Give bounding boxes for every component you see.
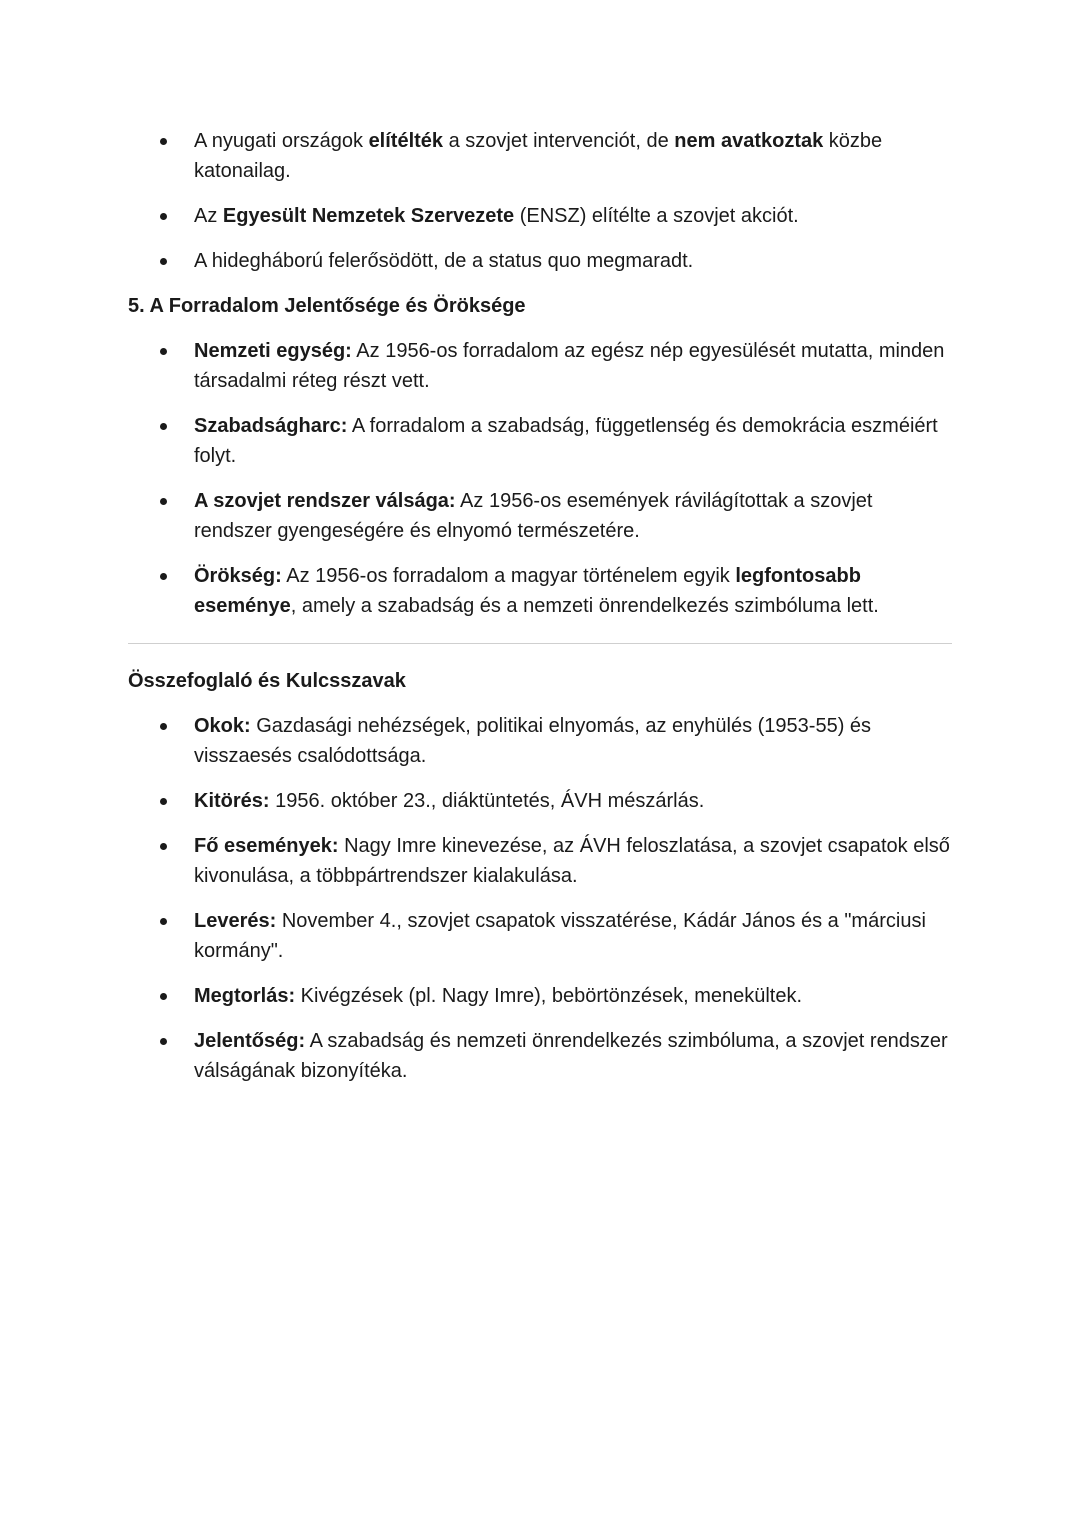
bold-text: legfontosabb eseménye [194, 565, 861, 617]
section-heading: Összefoglaló és Kulcsszavak [128, 670, 406, 692]
list-item [128, 561, 952, 621]
divider [128, 643, 952, 644]
text: Gazdasági nehézségek, politikai elnyomás, az enyhülés (1953-55) és visszaesés csalódottsága. [194, 715, 872, 767]
text: A nyugati országok [194, 130, 369, 152]
text: , amely a szabadság és a nemzeti önrendelkezés szimbóluma lett. [290, 595, 879, 617]
document-page [128, 126, 952, 1101]
bold-text: Örökség: [194, 565, 282, 587]
section5-bullet-list [128, 336, 952, 621]
text: Az [194, 205, 223, 227]
bullet-icon [160, 843, 167, 850]
bullet-icon [160, 723, 167, 730]
text: November 4., szovjet csapatok visszatérése, Kádár János és a "márciusi kormány". [194, 910, 926, 962]
bold-text: nem avatkoztak [674, 130, 824, 152]
bullet-icon [160, 258, 167, 265]
bullet-icon [160, 1038, 167, 1045]
bullet-icon [160, 798, 167, 805]
text: A forradalom a szabadság, függetlenség és demokrácia eszméiért folyt. [194, 415, 938, 467]
list-item [128, 201, 952, 231]
bold-text: Egyesült Nemzetek Szervezete [222, 205, 515, 227]
bold-text: elítélték [368, 130, 444, 152]
list-item [128, 906, 952, 966]
text: a szovjet intervenciót, de [443, 130, 675, 152]
bullet-icon [160, 498, 167, 505]
bold-text: Kitörés: [194, 790, 270, 812]
text: A hidegháború felerősödött, de a status quo megmaradt. [194, 250, 694, 272]
bold-text: Okok: [194, 715, 251, 737]
bold-text: Nemzeti egység: [194, 340, 352, 362]
bullet-icon [160, 213, 167, 220]
list-item [128, 411, 952, 471]
text: Nagy Imre kinevezése, az ÁVH feloszlatása, a szovjet csapatok első kivonulása, a többpártrendszer kialakulása. [194, 835, 950, 887]
bold-text: A szovjet rendszer válsága: [194, 490, 456, 512]
list-item [128, 786, 952, 816]
list-item [128, 711, 952, 771]
list-item [128, 126, 952, 186]
text: (ENSZ) elítélte a szovjet akciót. [514, 205, 799, 227]
text: közbe katonailag. [194, 130, 883, 182]
bullet-icon [160, 918, 167, 925]
text: 1956. október 23., diáktüntetés, ÁVH mészárlás. [269, 790, 705, 812]
bullet-icon [160, 348, 167, 355]
text: Az 1956-os események rávilágítottak a szovjet rendszer gyengeségére és elnyomó természetére. [194, 490, 873, 542]
list-item [128, 246, 952, 276]
bullet-icon [160, 423, 167, 430]
list-item [128, 336, 952, 396]
top-bullet-list [128, 126, 952, 276]
list-item [128, 1026, 952, 1086]
list-item [128, 831, 952, 891]
bullet-icon [160, 993, 167, 1000]
bullet-icon [160, 573, 167, 580]
bold-text: Megtorlás: [194, 985, 296, 1007]
text: Kivégzések (pl. Nagy Imre), bebörtönzések, menekültek. [295, 985, 803, 1007]
bullet-icon [160, 138, 167, 145]
text: Az 1956-os forradalom a magyar történelem egyik [281, 565, 736, 587]
text: Az 1956-os forradalom az egész nép egyesülését mutatta, minden társadalmi réteg részt vett. [194, 340, 945, 392]
bold-text: Fő események: [194, 835, 339, 857]
list-item [128, 981, 952, 1011]
text: A szabadság és nemzeti önrendelkezés szimbóluma, a szovjet rendszer válságának bizonyítéka. [194, 1030, 948, 1082]
bold-text: Jelentőség: [194, 1030, 306, 1052]
bold-text: Leverés: [194, 910, 277, 932]
bold-text: Szabadságharc: [194, 415, 348, 437]
summary-bullet-list [128, 711, 952, 1086]
list-item [128, 486, 952, 546]
section-heading: 5. A Forradalom Jelentősége és Öröksége [128, 295, 526, 317]
